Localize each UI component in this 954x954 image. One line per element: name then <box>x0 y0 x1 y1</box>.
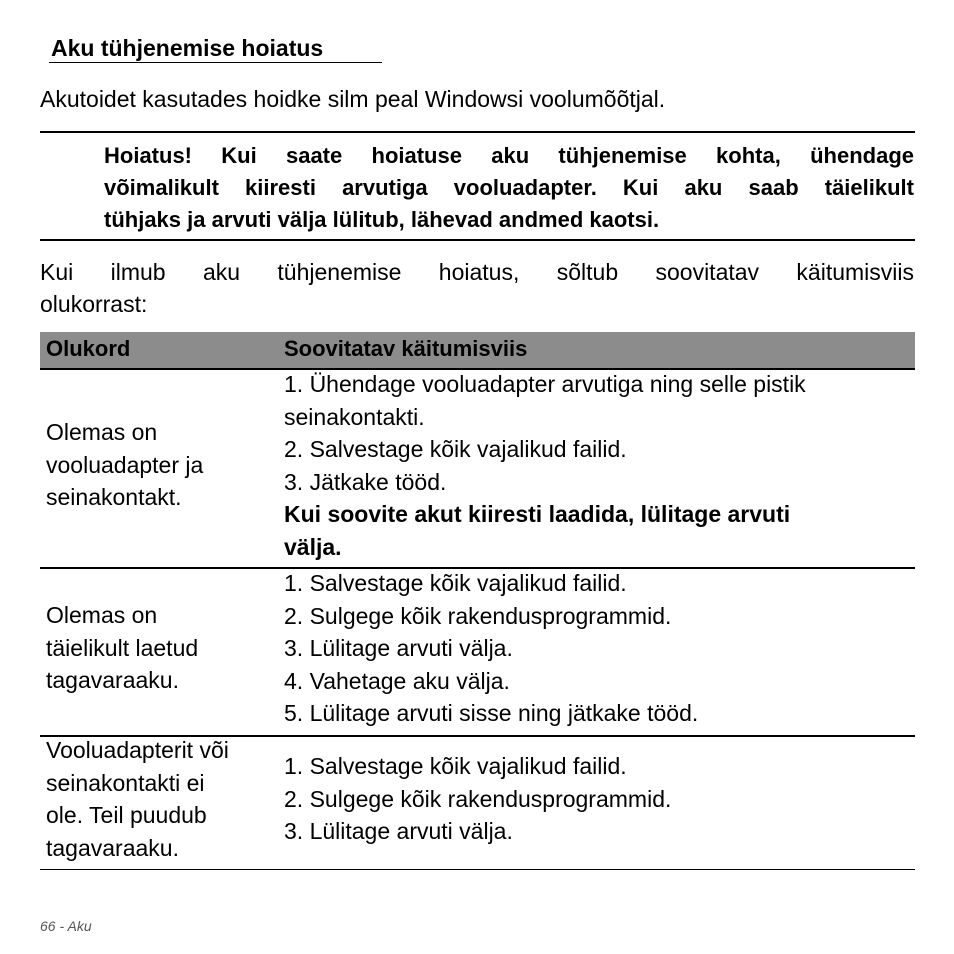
warning-top-rule <box>40 131 915 133</box>
cell-line: Olemas on <box>46 419 158 445</box>
row3-situation <box>46 734 229 864</box>
lead-line: olukorrast: <box>40 291 148 317</box>
lead-line: Kui ilmub aku tühjenemise hoiatus, sõltub soovitatav käitumisviis <box>40 259 914 285</box>
warning-box <box>104 140 914 236</box>
header-situation: Olukord <box>46 336 131 361</box>
action-item: 3. Lülitage arvuti välja. <box>284 818 513 844</box>
action-item: 2. Sulgege kõik rakendusprogrammid. <box>284 602 672 629</box>
action-item: 5. Lülitage arvuti sisse ning jätkake tööd. <box>284 700 699 726</box>
lead-paragraph <box>40 256 914 320</box>
warning-line: Hoiatus! Kui saate hoiatuse aku tühjenemise kohta, ühendage <box>104 143 914 168</box>
warning-line: võimalikult kiiresti arvutiga vooluadapter. Kui aku saab täielikult <box>104 175 914 200</box>
cell-line: vooluadapter ja <box>46 451 204 478</box>
cell-line: seinakontakt. <box>46 484 182 510</box>
warning-bottom-rule <box>40 239 915 241</box>
action-note: välja. <box>284 533 342 560</box>
row3-actions <box>284 750 671 848</box>
row2-actions <box>284 567 698 730</box>
cell-line: ole. Teil puudub <box>46 802 207 828</box>
cell-line: seinakontakti ei <box>46 769 205 796</box>
table-header <box>40 332 915 370</box>
table-bottom-rule <box>40 869 915 870</box>
action-item: seinakontakti. <box>284 403 425 430</box>
action-item: 1. Salvestage kõik vajalikud failid. <box>284 570 627 596</box>
cell-line: Vooluadapterit või <box>46 737 229 763</box>
warning-line: tühjaks ja arvuti välja lülitub, lähevad andmed kaotsi. <box>104 207 660 232</box>
header-action: Soovitatav käitumisviis <box>284 336 528 361</box>
action-item: 1. Salvestage kõik vajalikud failid. <box>284 753 627 779</box>
row1-actions <box>284 368 806 563</box>
action-item: 2. Salvestage kõik vajalikud failid. <box>284 436 627 462</box>
action-item: 3. Jätkake tööd. <box>284 468 447 495</box>
page-footer: 66 - Aku <box>40 918 92 934</box>
section-heading: Aku tühjenemise hoiatus <box>49 33 382 63</box>
cell-line: tagavaraaku. <box>46 834 179 861</box>
action-item: 2. Sulgege kõik rakendusprogrammid. <box>284 785 672 812</box>
cell-line: tagavaraaku. <box>46 667 179 693</box>
intro-paragraph: Akutoidet kasutades hoidke silm peal Windowsi voolumõõtjal. <box>40 86 666 112</box>
action-note: Kui soovite akut kiiresti laadida, lülitage arvuti <box>284 501 791 527</box>
cell-line: Olemas on <box>46 602 158 628</box>
row2-situation <box>46 599 198 697</box>
action-item: 3. Lülitage arvuti välja. <box>284 635 513 661</box>
action-item: 1. Ühendage vooluadapter arvutiga ning selle pistik <box>284 371 806 397</box>
action-item: 4. Vahetage aku välja. <box>284 667 510 694</box>
cell-line: täielikult laetud <box>46 634 199 661</box>
row1-situation <box>46 416 203 514</box>
